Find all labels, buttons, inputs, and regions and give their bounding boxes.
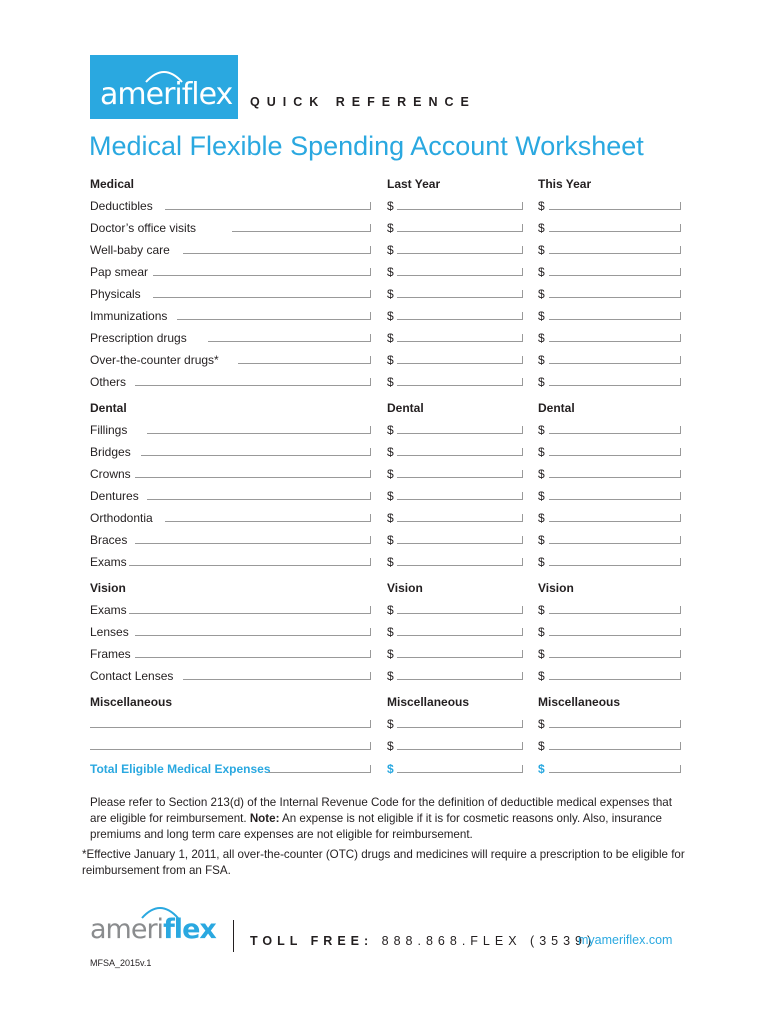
this-year-amount-field[interactable]: [549, 378, 681, 386]
item-leader-line: [183, 672, 371, 680]
item-leader-line: [177, 312, 371, 320]
last-year-dollar: $: [387, 221, 394, 235]
item-leader-line: [232, 224, 371, 232]
this-year-amount-field[interactable]: [549, 492, 681, 500]
footer-logo-text-a: ameri: [90, 914, 164, 945]
toll-free-phone: 888.868.FLEX (3539): [381, 934, 597, 948]
this-year-dollar: $: [538, 243, 545, 257]
this-year-amount-field[interactable]: [549, 470, 681, 478]
this-year-amount-field[interactable]: [549, 448, 681, 456]
last-year-dollar: $: [387, 625, 394, 639]
last-year-amount-field[interactable]: [397, 290, 523, 298]
expense-item-label: Prescription drugs: [90, 331, 187, 345]
item-leader-line: [135, 650, 371, 658]
item-leader-line: [90, 742, 371, 750]
this-year-heading: Vision: [538, 581, 574, 595]
this-year-dollar: $: [538, 353, 545, 367]
last-year-dollar: $: [387, 511, 394, 525]
this-year-dollar: $: [538, 331, 545, 345]
total-this-year-dollar: $: [538, 762, 545, 776]
expense-item-label: Physicals: [90, 287, 141, 301]
note-text: Please refer to Section 213(d) of the Internal Revenue Code for the definition of deductible medical expenses that are eligible for reimbursement.: [90, 796, 672, 825]
this-year-heading: This Year: [538, 177, 592, 191]
expense-item-label: Deductibles: [90, 199, 153, 213]
last-year-amount-field[interactable]: [397, 606, 523, 614]
last-year-amount-field[interactable]: [397, 246, 523, 254]
last-year-amount-field[interactable]: [397, 672, 523, 680]
this-year-amount-field[interactable]: [549, 536, 681, 544]
last-year-amount-field[interactable]: [397, 224, 523, 232]
this-year-amount-field[interactable]: [549, 246, 681, 254]
this-year-dollar: $: [538, 717, 545, 731]
expense-item-label: Others: [90, 375, 127, 389]
this-year-amount-field[interactable]: [549, 356, 681, 364]
expense-item-label: Exams: [90, 555, 127, 569]
item-leader-line: [135, 628, 371, 636]
last-year-amount-field[interactable]: [397, 720, 523, 728]
expense-item-label: Dentures: [90, 489, 139, 503]
last-year-dollar: $: [387, 647, 394, 661]
last-year-heading: Miscellaneous: [387, 695, 470, 709]
toll-free: [250, 934, 596, 948]
last-year-dollar: $: [387, 555, 394, 569]
this-year-dollar: $: [538, 467, 545, 481]
item-leader-line: [183, 246, 371, 254]
this-year-amount-field[interactable]: [549, 290, 681, 298]
this-year-amount-field[interactable]: [549, 202, 681, 210]
this-year-dollar: $: [538, 555, 545, 569]
expense-item-label: Lenses: [90, 625, 129, 639]
total-last-year-field[interactable]: [397, 765, 523, 773]
this-year-amount-field[interactable]: [549, 558, 681, 566]
item-leader-line: [129, 558, 372, 566]
last-year-dollar: $: [387, 331, 394, 345]
total-expenses-label: Total Eligible Medical Expenses: [90, 762, 271, 776]
total-last-year-dollar: $: [387, 762, 394, 776]
last-year-amount-field[interactable]: [397, 514, 523, 522]
last-year-dollar: $: [387, 243, 394, 257]
last-year-dollar: $: [387, 199, 394, 213]
last-year-amount-field[interactable]: [397, 378, 523, 386]
quick-reference-label: QUICK REFERENCE: [250, 95, 476, 109]
last-year-amount-field[interactable]: [397, 448, 523, 456]
last-year-dollar: $: [387, 445, 394, 459]
this-year-dollar: $: [538, 287, 545, 301]
this-year-dollar: $: [538, 647, 545, 661]
last-year-dollar: $: [387, 603, 394, 617]
expense-item-label: Braces: [90, 533, 128, 547]
last-year-heading: Dental: [387, 401, 424, 415]
last-year-amount-field[interactable]: [397, 470, 523, 478]
expense-item-label: Fillings: [90, 423, 128, 437]
total-leader-line: [268, 765, 371, 773]
last-year-dollar: $: [387, 287, 394, 301]
this-year-amount-field[interactable]: [549, 426, 681, 434]
expense-item-label: Doctor’s office visits: [90, 221, 197, 235]
this-year-dollar: $: [538, 625, 545, 639]
item-leader-line: [129, 606, 372, 614]
footer-ameriflex-logo: [90, 902, 220, 952]
logo-text: ameriflex: [100, 77, 233, 112]
this-year-amount-field[interactable]: [549, 224, 681, 232]
last-year-heading: Vision: [387, 581, 423, 595]
expense-item-label: Crowns: [90, 467, 131, 481]
last-year-dollar: $: [387, 353, 394, 367]
this-year-heading: Miscellaneous: [538, 695, 621, 709]
last-year-amount-field[interactable]: [397, 492, 523, 500]
last-year-amount-field[interactable]: [397, 202, 523, 210]
item-leader-line: [153, 268, 371, 276]
item-leader-line: [90, 720, 371, 728]
item-leader-line: [208, 334, 371, 342]
this-year-dollar: $: [538, 603, 545, 617]
this-year-amount-field[interactable]: [549, 268, 681, 276]
website-link[interactable]: myameriflex.com: [578, 933, 673, 947]
this-year-amount-field[interactable]: [549, 334, 681, 342]
section-heading: Miscellaneous: [90, 695, 173, 709]
expense-item-label: Immunizations: [90, 309, 168, 323]
last-year-amount-field[interactable]: [397, 312, 523, 320]
last-year-amount-field[interactable]: [397, 334, 523, 342]
last-year-amount-field[interactable]: [397, 742, 523, 750]
footer-logo-text-b: flex: [163, 914, 216, 945]
otc-note: *Effective January 1, 2011, all over-the-counter (OTC) drugs and medicines will require a prescription to be eligible for reimbursement from an FSA.: [82, 848, 685, 877]
expense-item-label: Contact Lenses: [90, 669, 174, 683]
eligibility-note: [90, 795, 690, 843]
item-leader-line: [153, 290, 371, 298]
this-year-amount-field[interactable]: [549, 672, 681, 680]
this-year-amount-field[interactable]: [549, 628, 681, 636]
this-year-amount-field[interactable]: [549, 312, 681, 320]
this-year-dollar: $: [538, 489, 545, 503]
last-year-amount-field[interactable]: [397, 650, 523, 658]
this-year-amount-field[interactable]: [549, 742, 681, 750]
item-leader-line: [165, 514, 371, 522]
last-year-dollar: $: [387, 423, 394, 437]
expense-item-label: Over-the-counter drugs*: [90, 353, 219, 367]
this-year-amount-field[interactable]: [549, 606, 681, 614]
this-year-dollar: $: [538, 309, 545, 323]
item-leader-line: [135, 536, 371, 544]
last-year-dollar: $: [387, 717, 394, 731]
footer-divider: [233, 920, 234, 952]
this-year-dollar: $: [538, 375, 545, 389]
expense-item-label: Well-baby care: [90, 243, 170, 257]
item-leader-line: [135, 470, 371, 478]
toll-free-label: TOLL FREE:: [250, 934, 374, 948]
last-year-dollar: $: [387, 265, 394, 279]
this-year-dollar: $: [538, 533, 545, 547]
section-heading: Dental: [90, 401, 127, 415]
this-year-dollar: $: [538, 423, 545, 437]
item-leader-line: [165, 202, 371, 210]
last-year-dollar: $: [387, 309, 394, 323]
total-this-year-field[interactable]: [549, 765, 681, 773]
this-year-heading: Dental: [538, 401, 575, 415]
this-year-dollar: $: [538, 669, 545, 683]
this-year-dollar: $: [538, 221, 545, 235]
last-year-dollar: $: [387, 739, 394, 753]
this-year-dollar: $: [538, 739, 545, 753]
item-leader-line: [135, 378, 371, 386]
this-year-amount-field[interactable]: [549, 650, 681, 658]
item-leader-line: [147, 426, 371, 434]
note-text-continued: An expense is not eligible if it is for cosmetic reasons only. Also, insurance premiums and long term care expenses are not eligible for reimbursement.: [90, 812, 663, 841]
this-year-dollar: $: [538, 199, 545, 213]
last-year-amount-field[interactable]: [397, 426, 523, 434]
item-leader-line: [238, 356, 371, 364]
this-year-dollar: $: [538, 265, 545, 279]
last-year-dollar: $: [387, 375, 394, 389]
last-year-heading: Last Year: [387, 177, 441, 191]
section-heading: Medical: [90, 177, 135, 191]
expense-item-label: Pap smear: [90, 265, 149, 279]
this-year-amount-field[interactable]: [549, 720, 681, 728]
form-code: MFSA_2015v.1: [90, 958, 152, 968]
last-year-amount-field[interactable]: [397, 536, 523, 544]
this-year-dollar: $: [538, 511, 545, 525]
expense-item-label: Bridges: [90, 445, 131, 459]
last-year-amount-field[interactable]: [397, 356, 523, 364]
this-year-dollar: $: [538, 445, 545, 459]
last-year-amount-field[interactable]: [397, 558, 523, 566]
last-year-amount-field[interactable]: [397, 268, 523, 276]
expense-item-label: Exams: [90, 603, 127, 617]
item-leader-line: [141, 448, 371, 456]
this-year-amount-field[interactable]: [549, 514, 681, 522]
last-year-dollar: $: [387, 533, 394, 547]
expense-item-label: Orthodontia: [90, 511, 153, 525]
item-leader-line: [147, 492, 371, 500]
last-year-dollar: $: [387, 489, 394, 503]
expense-item-label: Frames: [90, 647, 131, 661]
last-year-dollar: $: [387, 669, 394, 683]
section-heading: Vision: [90, 581, 126, 595]
note-label: Note:: [249, 812, 280, 825]
last-year-dollar: $: [387, 467, 394, 481]
page-title: Medical Flexible Spending Account Worksheet: [89, 131, 644, 161]
last-year-amount-field[interactable]: [397, 628, 523, 636]
